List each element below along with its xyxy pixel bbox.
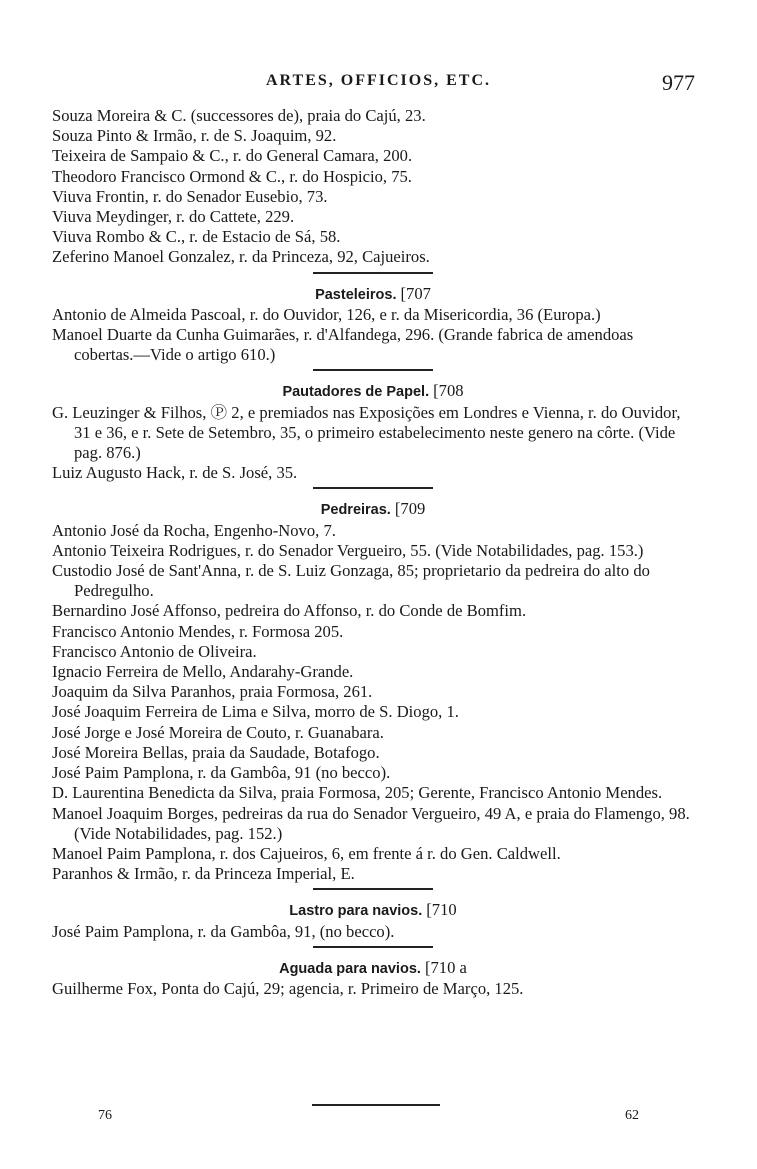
listing-entry: Souza Moreira & C. (successores de), praia do Cajú, 23. [52, 106, 426, 125]
section-divider [313, 487, 433, 489]
listing-entry: Viuva Meydinger, r. do Cattete, 229. [52, 207, 295, 227]
section-title: Pedreiras. [320, 502, 391, 519]
section-title: Aguada para navios. [279, 960, 421, 977]
section-heading-aguada [52, 958, 694, 979]
listing-entry: Francisco Antonio de Oliveira. [52, 641, 257, 661]
listing-entry: Manoel Paim Pamplona, r. dos Cajueiros, 6, em frente á r. do Gen. Caldwell. [52, 843, 561, 863]
listing-entry: José Joaquim Ferreira de Lima e Silva, morro de S. Diogo, 1. [52, 702, 459, 722]
section-heading-lastro [52, 900, 694, 921]
section-number: [708 [433, 381, 464, 401]
page-header [0, 72, 757, 102]
listing-entry: Theodoro Francisco Ormond & C., r. do Hospicio, 75. [52, 166, 412, 186]
listing-entry: Francisco Antonio Mendes, r. Formosa 205. [52, 621, 344, 641]
section-number: [707 [400, 283, 431, 303]
section-title: Lastro para navios. [289, 903, 423, 920]
listing-entry: Viuva Rombo & C., r. de Estacio de Sá, 58. [52, 227, 341, 247]
section-number: [710 [426, 900, 457, 920]
listing-entry: Antonio de Almeida Pascoal, r. do Ouvidor, 126, e r. da Misericordia, 36 (Europa.) [52, 304, 601, 324]
running-head: ARTES, OFFICIOS, ETC. [265, 72, 492, 89]
listing-entry: Manoel Joaquim Borges, pedreiras da rua do Senador Vergueiro, 49 A, e praia do Flamengo, 98. (Vide Notabilidades, pag. 152.) [52, 803, 690, 843]
section-divider [313, 888, 433, 890]
listing-entry: Ignacio Ferreira de Mello, Andarahy-Grande. [52, 662, 354, 682]
listing-entry: Zeferino Manoel Gonzalez, r. da Princeza, 92, Cajueiros. [52, 247, 430, 267]
listing-entry: Luiz Augusto Hack, r. de S. José, 35. [52, 463, 298, 483]
section-number: [709 [394, 499, 426, 519]
footer-divider [312, 1104, 440, 1106]
section-number: [710 a [424, 957, 467, 977]
section-title: Pasteleiros. [315, 286, 397, 303]
listing-entry: Antonio José da Rocha, Engenho-Novo, 7. [52, 520, 336, 540]
directory-content [52, 106, 694, 999]
section-title: Pautadores de Papel. [282, 384, 430, 401]
page-footer [0, 1108, 757, 1128]
signature-mark-left: 76 [98, 1108, 112, 1123]
listing-entry: José Jorge e José Moreira de Couto, r. Guanabara. [52, 722, 384, 742]
listing-entry: José Paim Pamplona, r. da Gambôa, 91, (no becco). [52, 921, 395, 941]
listing-entry: Viuva Frontin, r. do Senador Eusebio, 73. [52, 186, 328, 206]
section-heading-pedreiras [52, 499, 694, 520]
page-number: 977 [662, 70, 695, 95]
section-heading-pautadores [52, 381, 694, 402]
listing-entry: Antonio Teixeira Rodrigues, r. do Senador Vergueiro, 55. (Vide Notabilidades, pag. 153.) [52, 540, 644, 560]
listing-entry: Paranhos & Irmão, r. da Princeza Imperial, E. [52, 864, 355, 884]
listing-entry: Manoel Duarte da Cunha Guimarães, r. d'Alfandega, 296. (Grande fabrica de amendoas cobertas.—Vide o artigo 610.) [52, 325, 634, 365]
section-divider [313, 946, 433, 948]
listing-entry: Joaquim da Silva Paranhos, praia Formosa, 261. [52, 682, 373, 702]
signature-mark-right: 62 [625, 1108, 639, 1123]
section-heading-pasteleiros [52, 284, 694, 305]
listing-entry: D. Laurentina Benedicta da Silva, praia Formosa, 205; Gerente, Francisco Antonio Mendes. [52, 783, 663, 803]
section-divider [313, 369, 433, 371]
listing-entry: Souza Pinto & Irmão, r. de S. Joaquim, 92. [52, 126, 337, 146]
listing-entry: Guilherme Fox, Ponta do Cajú, 29; agencia, r. Primeiro de Março, 125. [52, 978, 524, 998]
listing-entry: José Moreira Bellas, praia da Saudade, Botafogo. [52, 742, 380, 762]
listing-entry: Bernardino José Affonso, pedreira do Affonso, r. do Conde de Bomfim. [52, 601, 527, 621]
section-divider [313, 272, 433, 274]
listing-entry: G. Leuzinger & Filhos, Ⓟ 2, e premiados nas Exposições em Londres e Vienna, r. do Ouvidor, 31 e 36, e r. Sete de Setembro, 35, o primeiro estabelecimento neste genero na côrte. (Vide pag. 876.) [52, 402, 681, 463]
listing-entry: José Paim Pamplona, r. da Gambôa, 91 (no becco). [52, 763, 391, 783]
listing-entry: Custodio José de Sant'Anna, r. de S. Luiz Gonzaga, 85; proprietario da pedreira do alto do Pedregulho. [52, 561, 650, 601]
listing-entry: Teixeira de Sampaio & C., r. do General Camara, 200. [52, 146, 413, 166]
